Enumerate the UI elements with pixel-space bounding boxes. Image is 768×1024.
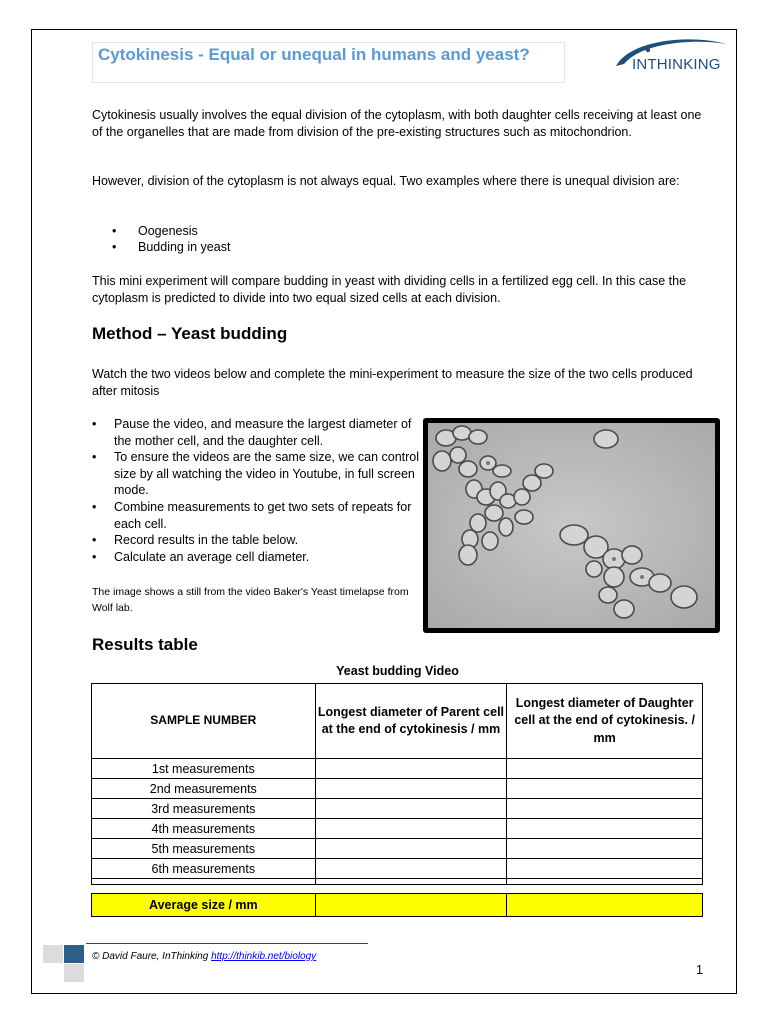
bullet-icon: •	[92, 499, 97, 514]
average-row-table	[91, 893, 703, 917]
results-heading: Results table	[92, 635, 198, 654]
table-row	[92, 839, 703, 859]
bullet-icon: •	[92, 533, 97, 548]
results-table	[91, 683, 703, 885]
list-item: • Calculate an average cell diameter.	[92, 549, 310, 564]
parent-diameter-cell[interactable]	[315, 859, 507, 879]
footer-copyright: © David Faure, InThinking http://thinkib.net/biology	[92, 951, 317, 962]
daughter-diameter-cell[interactable]	[507, 779, 703, 799]
bullet-icon: •	[92, 549, 97, 564]
average-parent-cell[interactable]	[315, 894, 507, 917]
method-paragraph: Watch the two videos below and complete the mini-experiment to measure the size of the two cells produced after mitosis	[92, 367, 693, 398]
daughter-diameter-cell[interactable]	[507, 859, 703, 879]
list-item: • Combine measurements to get two sets of repeats for each cell.	[92, 499, 412, 531]
table-title: Yeast budding Video	[336, 664, 459, 678]
row-label: 2nd measurements	[92, 779, 316, 799]
footer-square	[64, 945, 84, 963]
daughter-diameter-cell[interactable]	[507, 839, 703, 859]
column-header: Longest diameter of Daughter cell at the end of cytokinesis. / mm	[507, 684, 703, 759]
logo-text: INTHINKING	[632, 56, 721, 73]
average-row	[92, 894, 703, 917]
row-label: 6th measurements	[92, 859, 316, 879]
footer-divider	[86, 943, 368, 944]
yeast-image-frame	[423, 418, 720, 633]
list-item: • To ensure the videos are the same size, we can control size by all watching the video in Youtube, in full screen mode.	[92, 450, 420, 498]
footer-square	[64, 964, 84, 982]
bullet-icon: •	[92, 417, 97, 431]
parent-diameter-cell[interactable]	[315, 799, 507, 819]
average-daughter-cell[interactable]	[507, 894, 703, 917]
row-label: 1st measurements	[92, 759, 316, 779]
daughter-diameter-cell[interactable]	[507, 819, 703, 839]
column-header: SAMPLE NUMBER	[92, 684, 316, 759]
list-item: • Pause the video, and measure the largest diameter of the mother cell, and the daughter cell.	[92, 417, 412, 448]
intro-paragraph-3: This mini experiment will compare budding in yeast with dividing cells in a fertilized egg cell. In this case the cytoplasm is predicted to divide into two equal sized cells at each division.	[92, 274, 687, 305]
table-row	[92, 819, 703, 839]
footer-square	[43, 945, 63, 963]
row-label: 4th measurements	[92, 819, 316, 839]
daughter-diameter-cell[interactable]	[507, 799, 703, 819]
footer-link[interactable]: http://thinkib.net/biology	[211, 951, 317, 962]
row-label: 5th measurements	[92, 839, 316, 859]
parent-diameter-cell[interactable]	[315, 779, 507, 799]
table-row	[92, 759, 703, 779]
image-caption: The image shows a still from the video Baker's Yeast timelapse from Wolf lab.	[92, 586, 409, 614]
parent-diameter-cell[interactable]	[315, 759, 507, 779]
page-title: Cytokinesis - Equal or unequal in humans and yeast?	[98, 45, 530, 64]
yeast-microscope-image	[428, 423, 715, 628]
table-header-row	[92, 684, 703, 759]
table-row	[92, 859, 703, 879]
table-row	[92, 779, 703, 799]
bullet-icon: •	[112, 224, 117, 238]
list-item: • Record results in the table below.	[92, 533, 299, 548]
bullet-icon: •	[92, 450, 97, 465]
row-label: 3rd measurements	[92, 799, 316, 819]
method-heading: Method – Yeast budding	[92, 324, 288, 343]
page-number: 1	[696, 963, 703, 977]
column-header: Longest diameter of Parent cell at the end of cytokinesis / mm	[315, 684, 507, 759]
bullet-icon: •	[112, 240, 117, 254]
average-label: Average size / mm	[92, 894, 316, 917]
intro-paragraph-1: Cytokinesis usually involves the equal division of the cytoplasm, with both daughter cells receiving at least one of the organelles that are made from division of the pre-existing structures such as mitochondrion.	[92, 108, 702, 139]
table-row	[92, 799, 703, 819]
daughter-diameter-cell[interactable]	[507, 759, 703, 779]
table-spacer-row	[92, 879, 703, 885]
method-steps	[92, 416, 422, 565]
intro-paragraph-2: However, division of the cytoplasm is not always equal. Two examples where there is unequal division are:	[92, 174, 680, 188]
parent-diameter-cell[interactable]	[315, 839, 507, 859]
parent-diameter-cell[interactable]	[315, 819, 507, 839]
